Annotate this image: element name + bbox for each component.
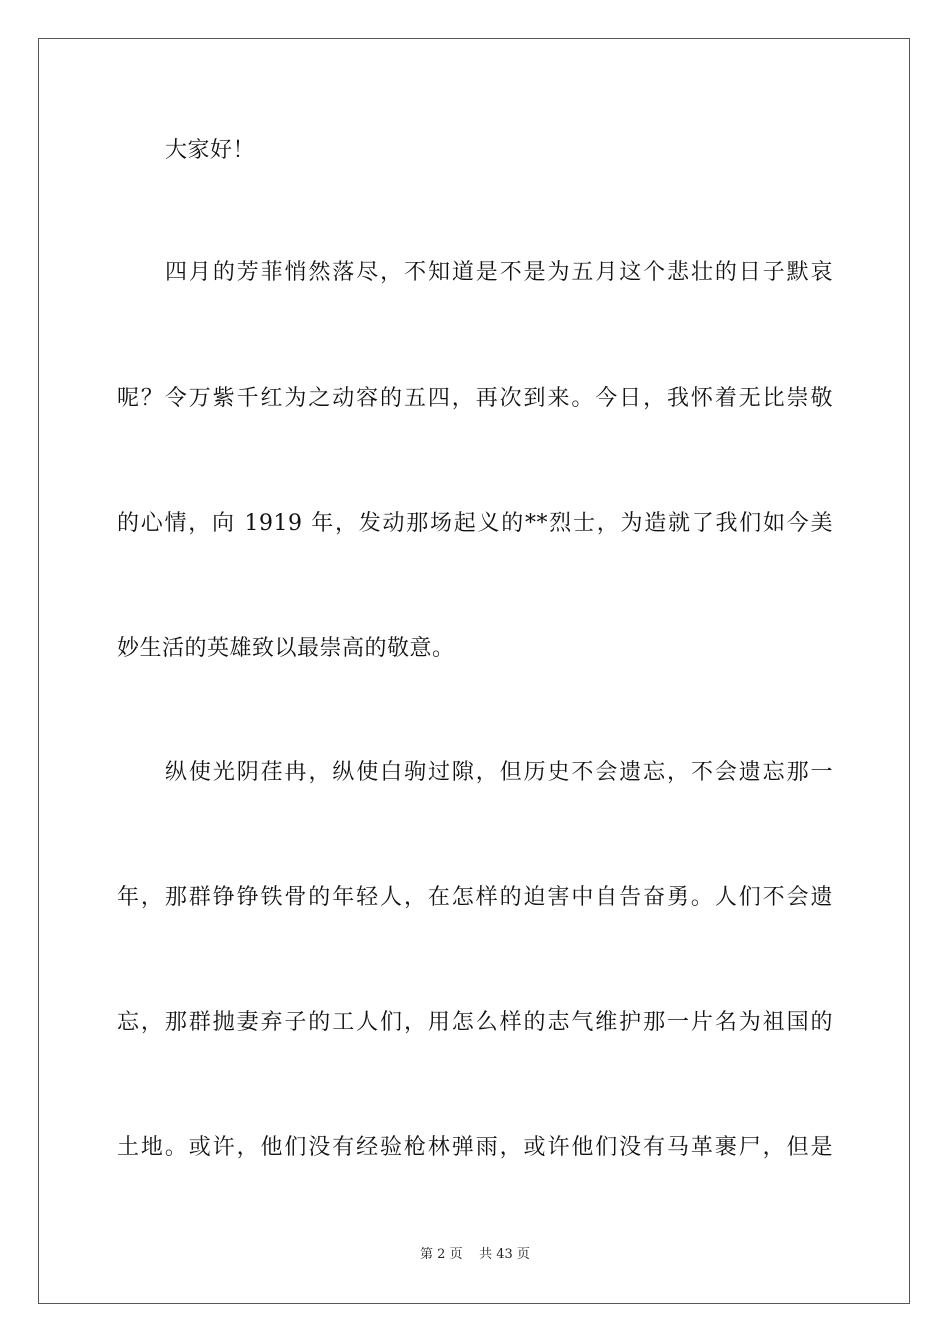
- page-border: [38, 38, 910, 1304]
- paragraph-2-line-1: 纵使光阴荏冉，纵使白驹过隙，但历史不会遗忘，不会遗忘那一: [165, 760, 833, 785]
- paragraph-2-line-4: 土地。或许，他们没有经验枪林弹雨，或许他们没有马革裹尸，但是: [117, 1135, 833, 1160]
- paragraph-1-line-2: 呢？令万紫千红为之动容的五四，再次到来。今日，我怀着无比崇敬: [117, 386, 833, 411]
- paragraph-2-line-2: 年，那群铮铮铁骨的年轻人，在怎样的迫害中自告奋勇。人们不会遗: [117, 885, 833, 910]
- page-footer: [0, 1246, 950, 1264]
- paragraph-1-line-3: 的心情，向 1919 年，发动那场起义的**烈士，为造就了我们如今美: [117, 511, 833, 536]
- page-number: 第 2 页: [420, 1247, 463, 1262]
- paragraph-1-line-1: 四月的芳菲悄然落尽，不知道是不是为五月这个悲壮的日子默哀: [165, 260, 833, 285]
- greeting-line: 大家好！: [165, 138, 256, 163]
- page-total: 共 43 页: [479, 1247, 530, 1262]
- paragraph-1-line-4: 妙生活的英雄致以最崇高的敬意。: [117, 636, 455, 661]
- paragraph-2-line-3: 忘，那群抛妻弃子的工人们，用怎么样的志气维护那一片名为祖国的: [117, 1010, 833, 1035]
